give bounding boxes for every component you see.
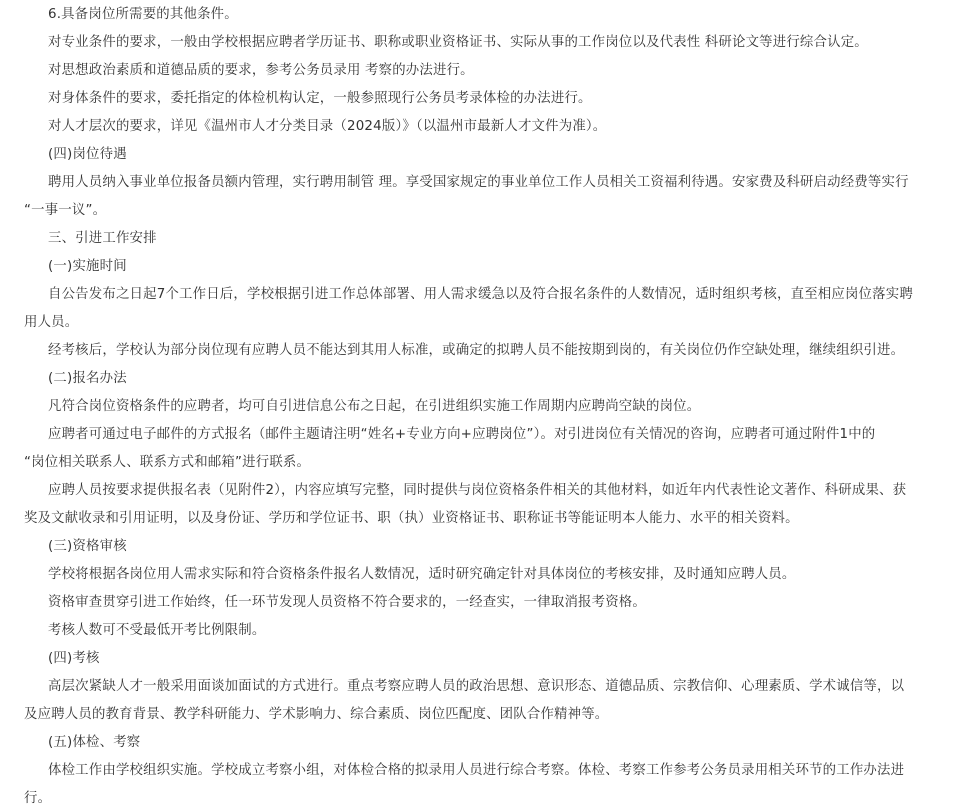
section-heading-physical: (五)体检、考察 [48,735,141,750]
professional-requirement: 对专业条件的要求，一般由学校根据应聘者学历证书、职称或职业资格证书、实际从事的工作岗位以及代表性 科研论文等进行综合认定。 [48,35,868,50]
section-heading-arrangement: 三、引进工作安排 [48,231,157,246]
email-paragraph-line-1: 应聘者可通过电子邮件的方式报名（邮件主题请注明“姓名+专业方向+应聘岗位”）。对引进岗位有关情况的咨询，应聘者可通过附件1中的 [48,427,876,442]
time-paragraph-line-1: 自公告发布之日起7个工作日后，学校根据引进工作总体部署、用人需求缓急以及符合报名条件的人数情况，适时组织考核，直至相应岗位落实聘 [48,287,913,302]
section-heading-treatment: (四)岗位待遇 [48,147,127,162]
section-heading-exam: (四)考核 [48,651,100,666]
vacancy-paragraph: 经考核后，学校认为部分岗位现有应聘人员不能达到其用人标准，或确定的拟聘人员不能按期到岗的，有关岗位仍作空缺处理，继续组织引进。 [48,343,905,358]
treatment-paragraph-line-1: 聘用人员纳入事业单位报备员额内管理，实行聘用制管 理。享受国家规定的事业单位工作人员相关工资福利待遇。安家费及科研启动经费等实行 [48,175,909,190]
exam-paragraph-line-1: 高层次紧缺人才一般采用面谈加面试的方式进行。重点考察应聘人员的政治思想、意识形态、道德品质、宗教信仰、心理素质、学术诚信等，以 [48,679,905,694]
condition-6: 6.具备岗位所需要的其他条件。 [48,7,238,22]
application-paragraph: 凡符合岗位资格条件的应聘者，均可自引进信息公布之日起，在引进组织实施工作周期内应聘尚空缺的岗位。 [48,399,701,414]
time-paragraph-line-2: 用人员。 [24,315,79,330]
review-paragraph: 学校将根据各岗位用人需求实际和符合资格条件报名人数情况，适时研究确定针对具体岗位的考核安排，及时通知应聘人员。 [48,567,796,582]
review-paragraph-3: 考核人数可不受最低开考比例限制。 [48,623,266,638]
ideology-requirement: 对思想政治素质和道德品质的要求，参考公务员录用 考察的办法进行。 [48,63,474,78]
treatment-paragraph-line-2: “一事一议”。 [24,203,107,218]
physical-paragraph-line-1: 体检工作由学校组织实施。学校成立考察小组，对体检合格的拟录用人员进行综合考察。体检、考察工作参考公务员录用相关环节的工作办法进 [48,763,905,778]
form-paragraph-line-1: 应聘人员按要求提供报名表（见附件2），内容应填写完整，同时提供与岗位资格条件相关的其他材料，如近年内代表性论文著作、科研成果、获 [48,483,907,498]
form-paragraph-line-2: 奖及文献收录和引用证明，以及身份证、学历和学位证书、职（执）业资格证书、职称证书等能证明本人能力、水平的相关资料。 [24,511,799,526]
physical-paragraph-line-2: 行。 [24,791,52,806]
exam-paragraph-line-2: 及应聘人员的教育背景、教学科研能力、学术影响力、综合素质、岗位匹配度、团队合作精神等。 [24,707,609,722]
section-heading-application: (二)报名办法 [48,371,127,386]
section-heading-review: (三)资格审核 [48,539,127,554]
email-paragraph-line-2: “岗位相关联系人、联系方式和邮箱”进行联系。 [24,455,311,470]
talent-level-requirement: 对人才层次的要求，详见《温州市人才分类目录（2024版）》（以温州市最新人才文件为准）。 [48,119,607,134]
section-heading-time: (一)实施时间 [48,259,127,274]
review-paragraph-2: 资格审查贯穿引进工作始终，任一环节发现人员资格不符合要求的，一经查实，一律取消报考资格。 [48,595,646,610]
physical-requirement: 对身体条件的要求，委托指定的体检机构认定，一般参照现行公务员考录体检的办法进行。 [48,91,592,106]
